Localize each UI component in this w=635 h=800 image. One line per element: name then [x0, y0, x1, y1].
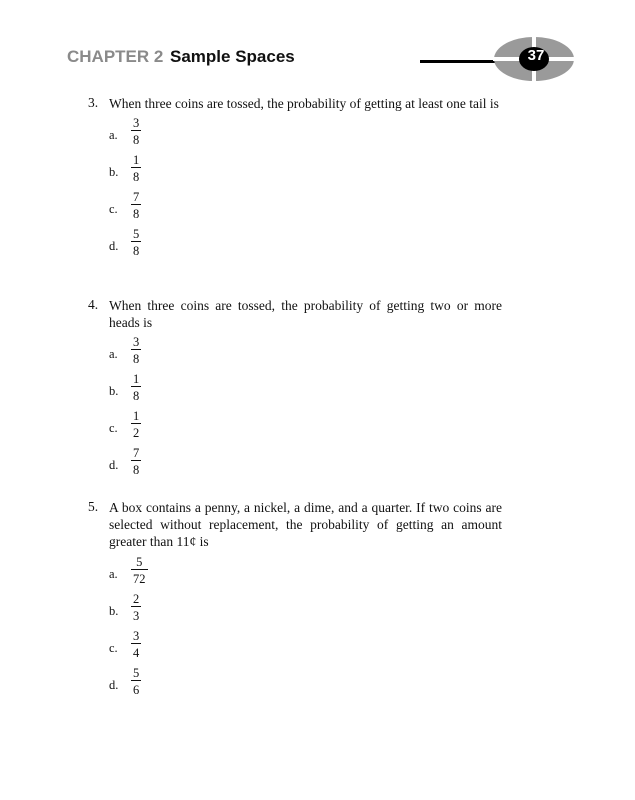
numerator: 5: [133, 227, 140, 241]
fraction: [131, 409, 141, 440]
numerator: 2: [133, 592, 140, 606]
denominator: 8: [131, 241, 141, 258]
choice-d: [109, 666, 502, 703]
choice-d: [109, 446, 502, 483]
choice-a: [109, 116, 502, 153]
numerator: 1: [133, 153, 140, 167]
choice-letter: d.: [109, 678, 119, 692]
choice-b: [109, 592, 502, 629]
denominator: 8: [131, 204, 141, 221]
choice-c: [109, 190, 502, 227]
choice-d: [109, 227, 502, 264]
fraction: [131, 153, 141, 184]
choice-c: [109, 409, 502, 446]
problem-3: [88, 95, 502, 264]
choice-letter: c.: [109, 641, 118, 655]
choice-letter: a.: [109, 567, 118, 581]
choice-letter: b.: [109, 165, 119, 179]
choice-letter: d.: [109, 458, 119, 472]
choice-letter: a.: [109, 347, 118, 361]
problem-stem: [88, 95, 502, 112]
denominator: 8: [131, 460, 141, 477]
fraction: [131, 666, 141, 697]
chapter-label: CHAPTER 2: [67, 47, 164, 66]
choice-letter: d.: [109, 239, 119, 253]
choice-letter: b.: [109, 384, 119, 398]
choice-a: [109, 335, 502, 372]
numerator: 3: [133, 116, 140, 130]
problem-stem: [88, 297, 502, 331]
denominator: 72: [131, 569, 148, 586]
denominator: 8: [131, 386, 141, 403]
chapter-title: Sample Spaces: [170, 47, 295, 66]
choice-letter: a.: [109, 128, 118, 142]
denominator: 4: [131, 643, 141, 660]
numerator: 7: [133, 190, 140, 204]
fraction: [131, 190, 141, 221]
denominator: 2: [131, 423, 141, 440]
choice-b: [109, 153, 502, 190]
denominator: 8: [131, 349, 141, 366]
numerator: 1: [133, 372, 140, 386]
choice-a: [109, 555, 502, 592]
fraction: [131, 116, 141, 147]
denominator: 8: [131, 167, 141, 184]
numerator: 3: [133, 629, 140, 643]
choice-letter: c.: [109, 421, 118, 435]
problem-4: [88, 297, 502, 483]
denominator: 8: [131, 130, 141, 147]
numerator: 1: [133, 409, 140, 423]
problem-stem: [88, 499, 502, 550]
numerator: 5: [133, 666, 140, 680]
problem-number: 4.: [88, 297, 99, 312]
choice-c: [109, 629, 502, 666]
denominator: 6: [131, 680, 141, 697]
page-number: 37: [527, 47, 545, 64]
fraction: [131, 629, 141, 660]
fraction: [131, 446, 141, 477]
numerator: 7: [133, 446, 140, 460]
problem-5: [88, 499, 502, 703]
fraction: [131, 592, 141, 623]
denominator: 3: [131, 606, 141, 623]
choice-b: [109, 372, 502, 409]
problem-text: A box contains a penny, a nickel, a dime, and a quarter. If two coins are selected without replacement, the probability of getting an amount greater than 11¢ is: [109, 500, 502, 549]
problem-number: 5.: [88, 499, 99, 514]
choice-letter: c.: [109, 202, 118, 216]
choice-letter: b.: [109, 604, 119, 618]
fraction: [131, 335, 141, 366]
fraction: [131, 555, 148, 586]
problem-number: 3.: [88, 95, 99, 110]
fraction: [131, 227, 141, 258]
problem-text: When three coins are tossed, the probability of getting at least one tail is: [109, 96, 499, 111]
numerator: 5: [136, 555, 143, 569]
fraction: [131, 372, 141, 403]
problem-text: When three coins are tossed, the probability of getting two or more heads is: [109, 298, 502, 330]
numerator: 3: [133, 335, 140, 349]
